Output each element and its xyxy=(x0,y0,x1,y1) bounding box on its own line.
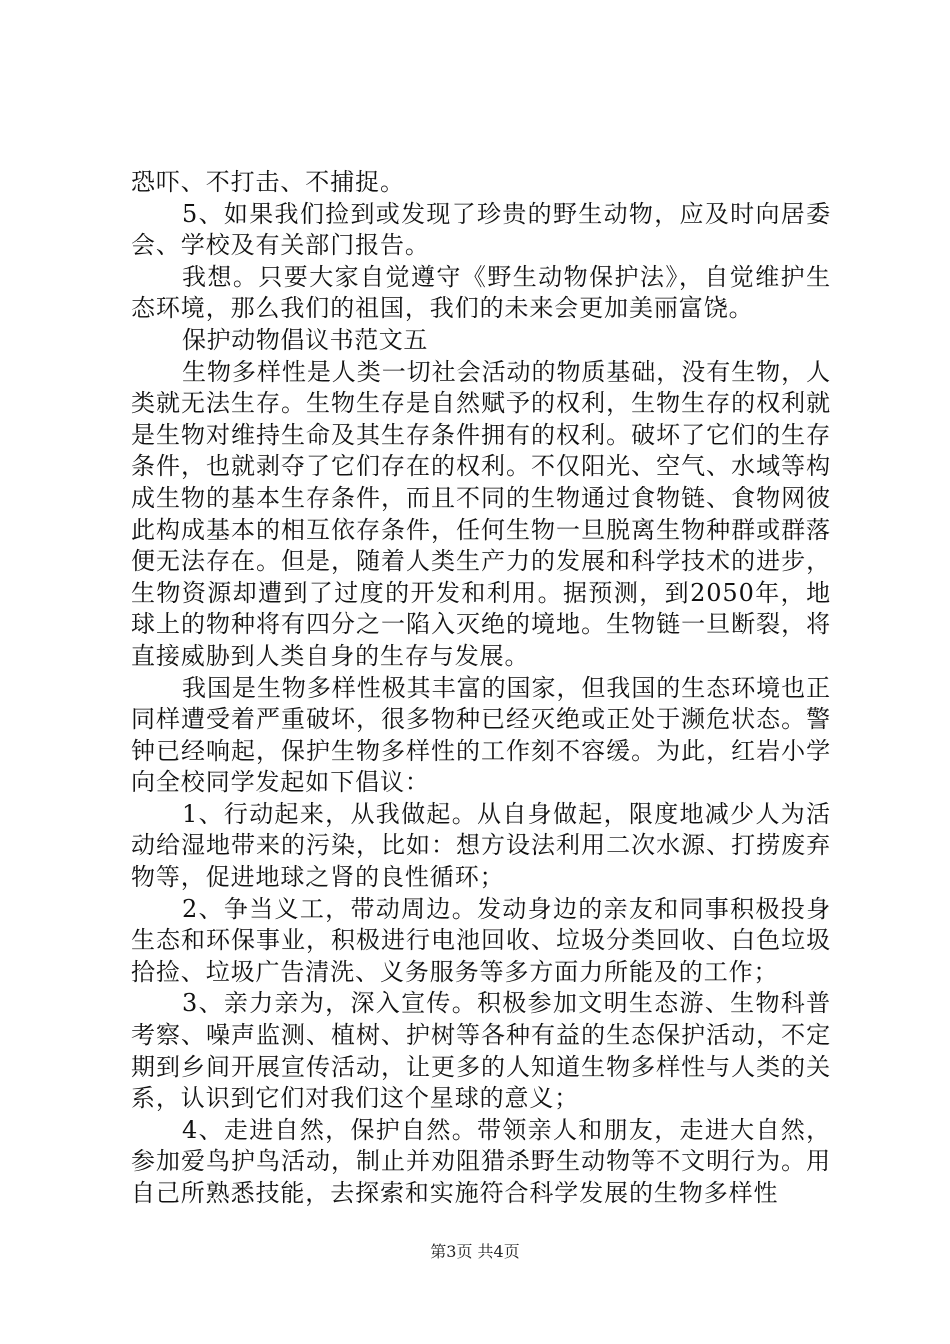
paragraph-item-3: 3、亲力亲为，深入宣传。积极参加文明生态游、生物科普考察、噪声监测、植树、护树等各种有益的生态保护活动，不定期到乡间开展宣传活动，让更多的人知道生物多样性与人类的关系，认识到它们对我们这个星球的意义； xyxy=(131,989,831,1113)
page-number-footer: 第3页 共4页 xyxy=(430,1242,520,1261)
paragraph-biodiversity-intro: 生物多样性是人类一切社会活动的物质基础，没有生物，人类就无法生存。生物生存是自然赋予的权利，生物生存的权利就是生物对维持生命及其生存条件拥有的权利。破坏了它们的生存条件，也就剥夺了它们存在的权利。不仅阳光、空气、水域等构成生物的基本生存条件，而且不同的生物通过食物链、食物网彼此构成基本的相互依存条件，任何生物一旦脱离生物种群或群落便无法存在。但是，随着人类生产力的发展和科学技术的进步，生物资源却遭到了过度的开发和利用。据预测，到2050年，地球上的物种将有四分之一陷入灭绝的境地。生物链一旦断裂，将直接威胁到人类自身的生存与发展。 xyxy=(131,357,831,670)
paragraph-proposal-intro: 我国是生物多样性极其丰富的国家，但我国的生态环境也正同样遭受着严重破坏，很多物种已经灭绝或正处于濒危状态。警钟已经响起，保护生物多样性的工作刻不容缓。为此，红岩小学向全校同学发起如下倡议： xyxy=(131,673,831,797)
document-body xyxy=(131,167,831,1210)
paragraph-item-1: 1、行动起来，从我做起。从自身做起，限度地减少人为活动给湿地带来的污染，比如：想方设法利用二次水源、打捞废弃物等，促进地球之肾的良性循环； xyxy=(131,799,831,892)
paragraph-continuation: 恐吓、不打击、不捕捉。 xyxy=(131,168,405,196)
paragraph-item-5: 5、如果我们捡到或发现了珍贵的野生动物，应及时向居委会、学校及有关部门报告。 xyxy=(131,199,831,260)
paragraph-item-2: 2、争当义工，带动周边。发动身边的亲友和同事积极投身生态和环保事业，积极进行电池回收、垃圾分类回收、白色垃圾拾捡、垃圾广告清洗、义务服务等多方面力所能及的工作； xyxy=(131,894,831,986)
paragraph-item-4: 4、走进自然，保护自然。带领亲人和朋友，走进大自然，参加爱鸟护鸟活动，制止并劝阻猎杀野生动物等不文明行为。用自己所熟悉技能，去探索和实施符合科学发展的生物多样性 xyxy=(131,1115,831,1207)
paragraph-conclusion: 我想。只要大家自觉遵守《野生动物保护法》，自觉维护生态环境，那么我们的祖国，我们的未来会更加美丽富饶。 xyxy=(131,262,831,323)
section-heading: 保护动物倡议书范文五 xyxy=(182,325,428,354)
